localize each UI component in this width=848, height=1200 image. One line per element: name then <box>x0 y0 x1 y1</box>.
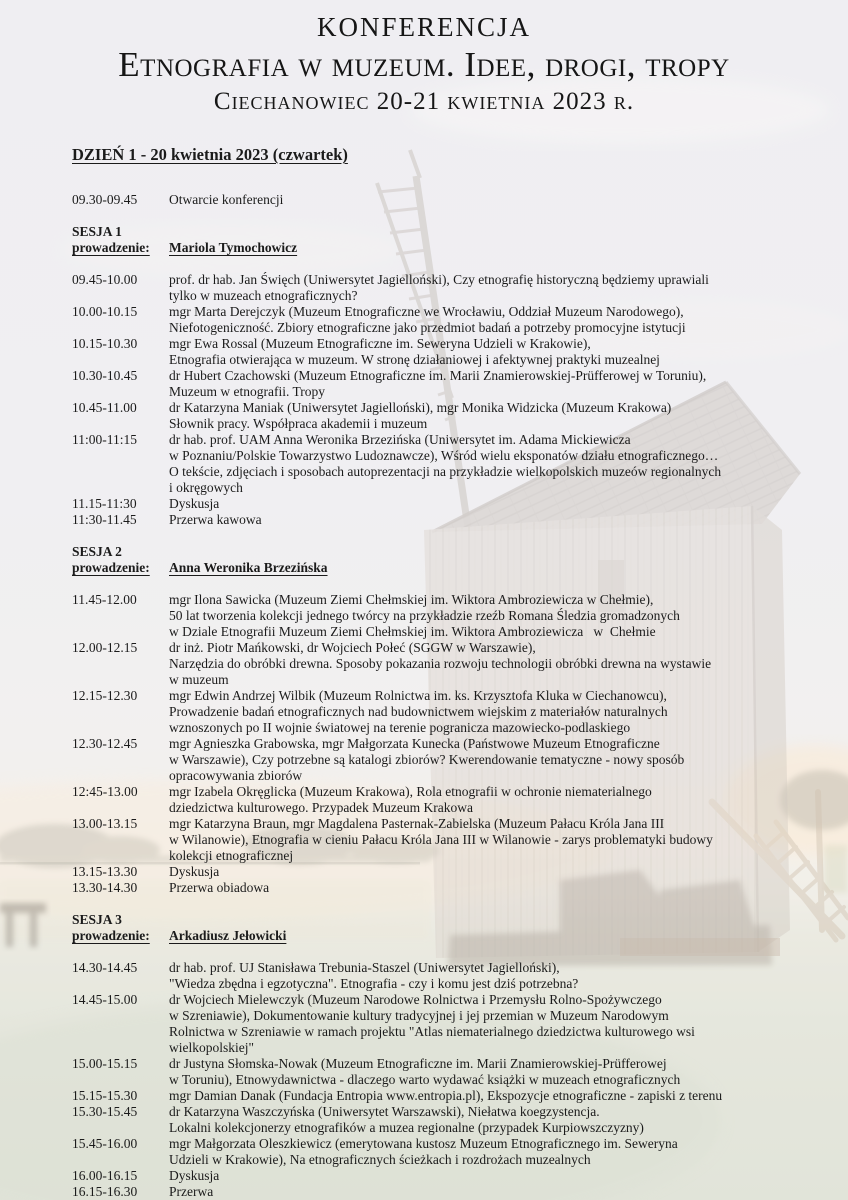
entry-line: Słownik pracy. Współpraca akademii i muzeum <box>169 416 428 431</box>
entry-line: dziedzictwa kulturowego. Przypadek Muzeum Krakowa <box>169 800 474 815</box>
time-range: 12:45-13.00 <box>72 784 138 799</box>
entry-text <box>169 592 848 640</box>
schedule-row <box>72 784 848 816</box>
entry-text <box>169 272 848 304</box>
chair-name: Mariola Tymochowicz <box>169 240 298 255</box>
chair-label: prowadzenie: <box>72 928 150 943</box>
entry-line: dr Justyna Słomska-Nowak (Muzeum Etnograficzne im. Marii Znamierowskiej-Prüfferowej <box>169 1056 667 1071</box>
entry-text <box>169 1168 848 1184</box>
schedule-row <box>72 496 848 512</box>
schedule-row <box>72 1136 848 1168</box>
entry-text <box>169 688 848 736</box>
entry-line: "Wiedza zbędna i egzotyczna". Etnografia - czy i komu jest dziś potrzebna? <box>169 976 579 991</box>
entry-line: Otwarcie konferencji <box>169 192 284 207</box>
time-range: 16.00-16.15 <box>72 1168 138 1183</box>
entry-line: Niefotogeniczność. Zbiory etnograficzne jako przedmiot badań a potrzeby promocyjne istytucji <box>169 320 686 335</box>
conference-title: Etnografia w muzeum. Idee, drogi, tropy <box>118 45 730 84</box>
entry-text <box>169 640 848 688</box>
entry-line: Dyskusja <box>169 496 220 511</box>
entry-text <box>169 864 848 880</box>
conference-label: KONFERENCJA <box>316 12 532 42</box>
entry-text <box>169 192 848 208</box>
entry-text <box>169 1056 848 1088</box>
entry-text <box>169 512 848 528</box>
time-range: 15.45-16.00 <box>72 1136 138 1151</box>
schedule-row <box>72 1184 848 1200</box>
conference-place-date: Ciechanowiec 20-21 kwietnia 2023 r. <box>213 88 635 115</box>
title-block <box>0 0 848 118</box>
entry-line: dr Katarzyna Waszczyńska (Uniwersytet Warszawski), Niełatwa koegzystencja. <box>169 1104 600 1119</box>
entry-line: Przerwa <box>169 1184 214 1199</box>
entry-line: mgr Katarzyna Braun, mgr Magdalena Pasternak-Zabielska (Muzeum Pałacu Króla Jana III <box>169 816 665 831</box>
entry-line: mgr Agnieszka Grabowska, mgr Małgorzata Kunecka (Państwowe Muzeum Etnograficzne <box>169 736 660 751</box>
schedule-row <box>72 592 848 640</box>
session-title: SESJA 2 <box>72 544 122 559</box>
session-title: SESJA 3 <box>72 912 122 927</box>
schedule-row <box>72 688 848 736</box>
entry-line: w Warszawie), Czy potrzebne są katalogi zbiorów? Kwerendowanie tematyczne - nowy sposób <box>169 752 685 767</box>
chair-label: prowadzenie: <box>72 240 150 255</box>
time-range: 11:30-11.45 <box>72 512 137 527</box>
time-range: 13.00-13.15 <box>72 816 138 831</box>
entry-text <box>169 336 848 368</box>
time-range: 15.00-15.15 <box>72 1056 138 1071</box>
entry-text <box>169 400 848 432</box>
session-block <box>72 912 848 944</box>
schedule-row <box>72 1056 848 1088</box>
entry-line: Przerwa obiadowa <box>169 880 270 895</box>
entry-text <box>169 1104 848 1136</box>
schedule-row <box>72 192 848 208</box>
entry-line: w Szreniawie), Dokumentowanie kultury tradycyjnej i jej przemian w Muzeum Narodowym <box>169 1008 669 1023</box>
time-range: 14.45-15.00 <box>72 992 138 1007</box>
entry-text <box>169 304 848 336</box>
schedule-row <box>72 880 848 896</box>
chair-label: prowadzenie: <box>72 560 150 575</box>
schedule-row <box>72 736 848 784</box>
entry-line: i okręgowych <box>169 480 243 495</box>
schedule-row <box>72 432 848 496</box>
entry-line: Prowadzenie badań etnograficznych nad budownictwem wiejskim z materiałów naturalnych <box>169 704 668 719</box>
session-block <box>72 544 848 576</box>
entry-line: dr Katarzyna Maniak (Uniwersytet Jagielloński), mgr Monika Widzicka (Muzeum Krakowa) <box>169 400 672 415</box>
session-chair <box>72 928 848 944</box>
time-range: 15.30-15.45 <box>72 1104 138 1119</box>
schedule-row <box>72 272 848 304</box>
entry-line: mgr Marta Derejczyk (Muzeum Etnograficzne we Wrocławiu, Oddział Muzeum Narodowego), <box>169 304 684 319</box>
schedule-row <box>72 960 848 992</box>
entry-line: w Wilanowie), Etnografia w cieniu Pałacu Króla Jana III w Wilanowie - zarys problematyki budowy <box>169 832 713 847</box>
entry-line: Etnografia otwierająca w muzeum. W stronę działaniowej i afektywnej praktyki muzealnej <box>169 352 660 367</box>
schedule-row <box>72 400 848 432</box>
entry-line: Dyskusja <box>169 1168 220 1183</box>
time-range: 09.45-10.00 <box>72 272 138 287</box>
entry-line: 50 lat tworzenia kolekcji jednego twórcy na przykładzie rzeźb Romana Śledzia gromadzonych <box>169 608 680 623</box>
entry-line: w Poznaniu/Polskie Towarzystwo Ludoznawcze), Wśród wielu eksponatów działu etnograficznego… <box>169 448 719 463</box>
time-range: 13.15-13.30 <box>72 864 138 879</box>
entry-line: dr inż. Piotr Mańkowski, dr Wojciech Połeć (SGGW w Warszawie), <box>169 640 536 655</box>
entry-text <box>169 880 848 896</box>
time-range: 12.30-12.45 <box>72 736 138 751</box>
schedule-row <box>72 1104 848 1136</box>
time-range: 16.15-16.30 <box>72 1184 138 1199</box>
schedule-row <box>72 368 848 400</box>
entry-line: Przerwa kawowa <box>169 512 262 527</box>
session-block <box>72 224 848 256</box>
schedule-row <box>72 864 848 880</box>
entry-text <box>169 992 848 1056</box>
schedule-row <box>72 640 848 688</box>
entry-line: opracowywania zbiorów <box>169 768 303 783</box>
entry-text <box>169 816 848 864</box>
time-range: 11.45-12.00 <box>72 592 137 607</box>
entry-line: dr hab. prof. UJ Stanisława Trebunia-Staszel (Uniwersytet Jagielloński), <box>169 960 560 975</box>
entry-line: dr hab. prof. UAM Anna Weronika Brzezińska (Uniwersytet im. Adama Mickiewicza <box>169 432 631 447</box>
chair-name: Anna Weronika Brzezińska <box>169 560 328 575</box>
entry-line: Udzieli w Krakowie), Na etnograficznych ścieżkach i rozdrożach muzealnych <box>169 1152 591 1167</box>
time-range: 10.45-11.00 <box>72 400 137 415</box>
schedule-row <box>72 336 848 368</box>
time-range: 09.30-09.45 <box>72 192 138 207</box>
entry-line: w Toruniu), Etnowydawnictwa - dlaczego warto wydawać książki w muzeach etnograficznych <box>169 1072 681 1087</box>
entry-text <box>169 432 848 496</box>
schedule-row <box>72 1088 848 1104</box>
entry-text <box>169 368 848 400</box>
entry-line: dr Wojciech Mielewczyk (Muzeum Narodowe Rolnictwa i Przemysłu Rolno-Spożywczego <box>169 992 662 1007</box>
entry-line: Muzeum w etnografii. Tropy <box>169 384 325 399</box>
entry-line: wznoszonych po II wojnie światowej na terenie pogranicza mazowiecko-podlaskiego <box>169 720 631 735</box>
time-range: 10.00-10.15 <box>72 304 138 319</box>
entry-line: mgr Damian Danak (Fundacja Entropia www.entropia.pl), Ekspozycje etnograficzne - zapiski z terenu <box>169 1088 723 1103</box>
entry-line: kolekcji etnograficznej <box>169 848 294 863</box>
entry-line: mgr Ilona Sawicka (Muzeum Ziemi Chełmskiej im. Wiktora Ambroziewicza w Chełmie), <box>169 592 654 607</box>
session-chair <box>72 560 848 576</box>
time-range: 11.15-11:30 <box>72 496 137 511</box>
entry-line: Lokalni kolekcjonerzy etnografików a muzea regionalne (przypadek Kurpiowszczyzny) <box>169 1120 644 1135</box>
entry-text <box>169 736 848 784</box>
entry-text <box>169 1088 848 1104</box>
entry-text <box>169 1136 848 1168</box>
entry-text <box>169 960 848 992</box>
time-range: 10.15-10.30 <box>72 336 138 351</box>
schedule-list <box>72 192 848 1200</box>
entry-line: mgr Izabela Okręglicka (Muzeum Krakowa), Rola etnografii w ochronie niematerialnego <box>169 784 652 799</box>
entry-line: O tekście, zdjęciach i sposobach autoprezentacji na przykładzie wielkopolskich muzeów regionalnych <box>169 464 722 479</box>
time-range: 10.30-10.45 <box>72 368 138 383</box>
entry-line: w muzeum <box>169 672 229 687</box>
schedule-row <box>72 304 848 336</box>
entry-line: mgr Ewa Rossal (Muzeum Etnograficzne im. Seweryna Udzieli w Krakowie), <box>169 336 591 351</box>
day-heading: DZIEŃ 1 - 20 kwietnia 2023 (czwartek) <box>72 145 348 164</box>
chair-name: Arkadiusz Jełowicki <box>169 928 287 943</box>
entry-line: wielkopolskiej" <box>169 1040 255 1055</box>
time-range: 15.15-15.30 <box>72 1088 138 1103</box>
entry-text <box>169 496 848 512</box>
entry-line: w Dziale Etnografii Muzeum Ziemi Chełmskiej im. Wiktora Ambroziewicza w Chełmie <box>169 624 656 639</box>
entry-line: prof. dr hab. Jan Święch (Uniwersytet Jagielloński), Czy etnografię historyczną będziemy uprawiali <box>169 272 709 287</box>
entry-text <box>169 784 848 816</box>
time-range: 12.00-12.15 <box>72 640 138 655</box>
entry-text <box>169 1184 848 1200</box>
session-title: SESJA 1 <box>72 224 122 239</box>
time-range: 13.30-14.30 <box>72 880 138 895</box>
entry-line: Narzędzia do obróbki drewna. Sposoby pokazania rozwoju technologii obróbki drewna na wystawie <box>169 656 712 671</box>
time-range: 14.30-14.45 <box>72 960 138 975</box>
entry-line: mgr Edwin Andrzej Wilbik (Muzeum Rolnictwa im. ks. Krzysztofa Kluka w Ciechanowcu), <box>169 688 667 703</box>
entry-line: Rolnictwa w Szreniawie w ramach projektu "Atlas niematerialnego dziedzictwa kulturowego wsi <box>169 1024 695 1039</box>
session-chair <box>72 240 848 256</box>
schedule-row <box>72 1168 848 1184</box>
entry-line: tylko w muzeach etnograficznych? <box>169 288 358 303</box>
entry-line: mgr Małgorzata Oleszkiewicz (emerytowana kustosz Muzeum Etnograficznego im. Seweryna <box>169 1136 678 1151</box>
time-range: 12.15-12.30 <box>72 688 138 703</box>
time-range: 11:00-11:15 <box>72 432 137 447</box>
schedule-row <box>72 816 848 864</box>
entry-line: dr Hubert Czachowski (Muzeum Etnograficzne im. Marii Znamierowskiej-Prüfferowej w Toruniu), <box>169 368 707 383</box>
entry-line: Dyskusja <box>169 864 220 879</box>
schedule-row <box>72 992 848 1056</box>
schedule-row <box>72 512 848 528</box>
